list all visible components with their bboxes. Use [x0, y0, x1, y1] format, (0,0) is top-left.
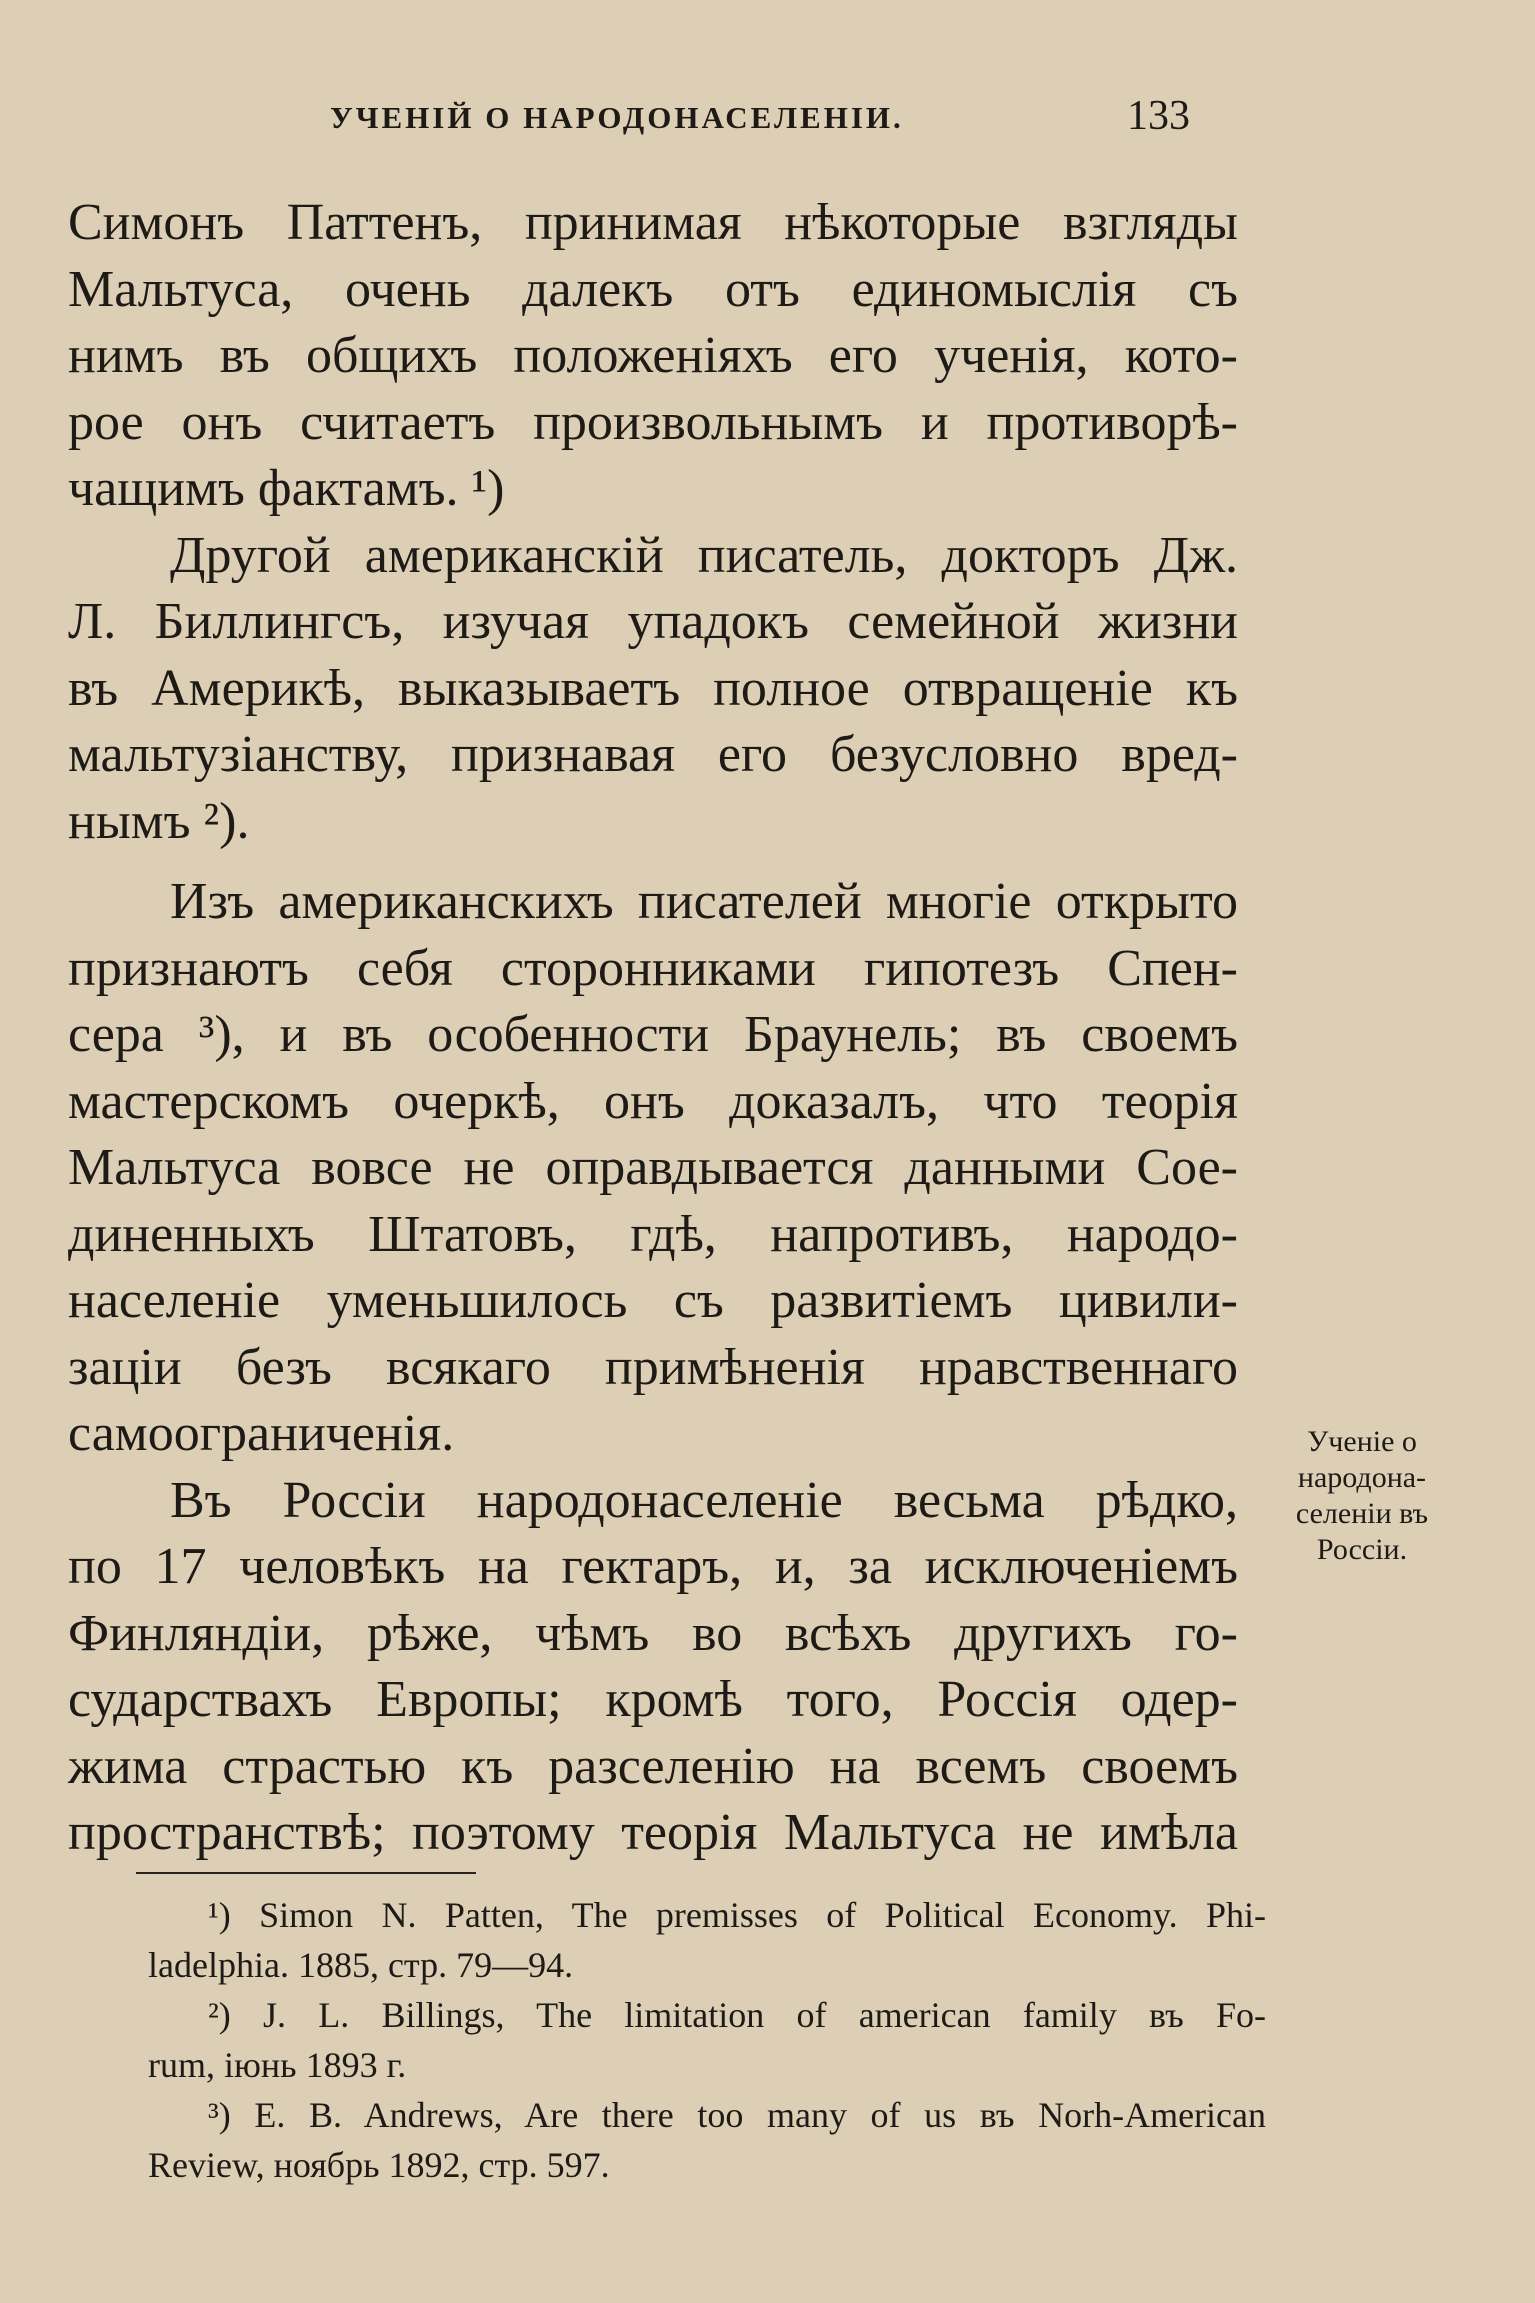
- text-line: населеніе уменьшилось съ развитіемъ цивили-: [68, 1272, 1238, 1329]
- footnote-rule: [136, 1872, 476, 1874]
- text-line: Въ Россіи народонаселеніе весьма рѣдко,: [170, 1471, 1238, 1529]
- text-line: по 17 человѣкъ на гектаръ, и, за исключеніемъ: [68, 1538, 1238, 1595]
- text-line: Симонъ Паттенъ, принимая нѣкоторые взгляды: [68, 194, 1238, 251]
- text-line: признаютъ себя сторонниками гипотезъ Спен-: [68, 939, 1238, 997]
- margin-note-line: народона-: [1297, 1461, 1427, 1494]
- margin-note-line: Россіи.: [1316, 1533, 1408, 1566]
- text-line: нимъ въ общихъ положеніяхъ его ученія, кото-: [68, 327, 1238, 384]
- text-line: Финляндіи, рѣже, чѣмъ во всѣхъ другихъ го-: [68, 1604, 1238, 1662]
- text-line: Другой американскій писатель, докторъ Дж.: [170, 526, 1238, 584]
- text-line: Мальтуса вовсе не оправдывается данными Сое-: [68, 1139, 1238, 1196]
- text-line: чащимъ фактамъ. ¹): [68, 460, 505, 517]
- margin-note-line: селеніи въ: [1295, 1497, 1429, 1530]
- text-line: Изъ американскихъ писателей многіе открыто: [170, 873, 1238, 930]
- running-head: [330, 92, 1190, 142]
- paragraph-gap: [68, 855, 1238, 869]
- footnote-line: ³) E. B. Andrews, Are there too many of us въ Norh-American: [208, 2095, 1266, 2135]
- text-line: пространствѣ; поэтому теорія Мальтуса не имѣла: [68, 1804, 1238, 1861]
- text-line: сера ³), и въ особенности Браунель; въ своемъ: [68, 1006, 1238, 1063]
- footnotes: [136, 1890, 1266, 2190]
- margin-note-line: Ученіе о: [1307, 1425, 1417, 1458]
- text-line: въ Америкѣ, выказываетъ полное отвращеніе къ: [68, 659, 1238, 717]
- text-line: жима страстью къ разселенію на всемъ своемъ: [68, 1737, 1238, 1795]
- footnote-line: ladelphia. 1885, стр. 79—94.: [148, 1945, 574, 1985]
- footnote-line: rum, іюнь 1893 г.: [148, 2045, 407, 2085]
- footnote-line: Review, ноябрь 1892, стр. 597.: [148, 2145, 610, 2185]
- text-line: нымъ ²).: [68, 792, 250, 850]
- text-line: мастерскомъ очеркѣ, онъ доказалъ, что теорія: [68, 1072, 1238, 1130]
- text-line: рое онъ считаетъ произвольнымъ и противорѣ-: [68, 393, 1238, 451]
- margin-note: [1262, 1424, 1462, 1568]
- text-line: заціи безъ всякаго примѣненія нравственнаго: [68, 1338, 1238, 1396]
- page-number: 133: [1127, 93, 1190, 139]
- body-text: [68, 190, 1238, 1867]
- text-line: мальтузіанству, признавая его безусловно вред-: [68, 726, 1238, 783]
- text-line: Мальтуса, очень далекъ отъ единомыслія съ: [68, 260, 1238, 318]
- running-title: УЧЕНІЙ О НАРОДОНАСЕЛЕНІИ.: [330, 100, 904, 135]
- footnote-line: ¹) Simon N. Patten, The premisses of Political Economy. Phi-: [208, 1895, 1266, 1935]
- text-line: диненныхъ Штатовъ, гдѣ, напротивъ, народо-: [68, 1205, 1238, 1263]
- text-line: самоограниченія.: [68, 1405, 455, 1462]
- text-line: сударствахъ Европы; кромѣ того, Россія одер-: [68, 1671, 1238, 1728]
- text-line: Л. Биллингсъ, изучая упадокъ семейной жизни: [68, 593, 1238, 650]
- footnote-line: ²) J. L. Billings, The limitation of american family въ Fo-: [208, 1995, 1266, 2035]
